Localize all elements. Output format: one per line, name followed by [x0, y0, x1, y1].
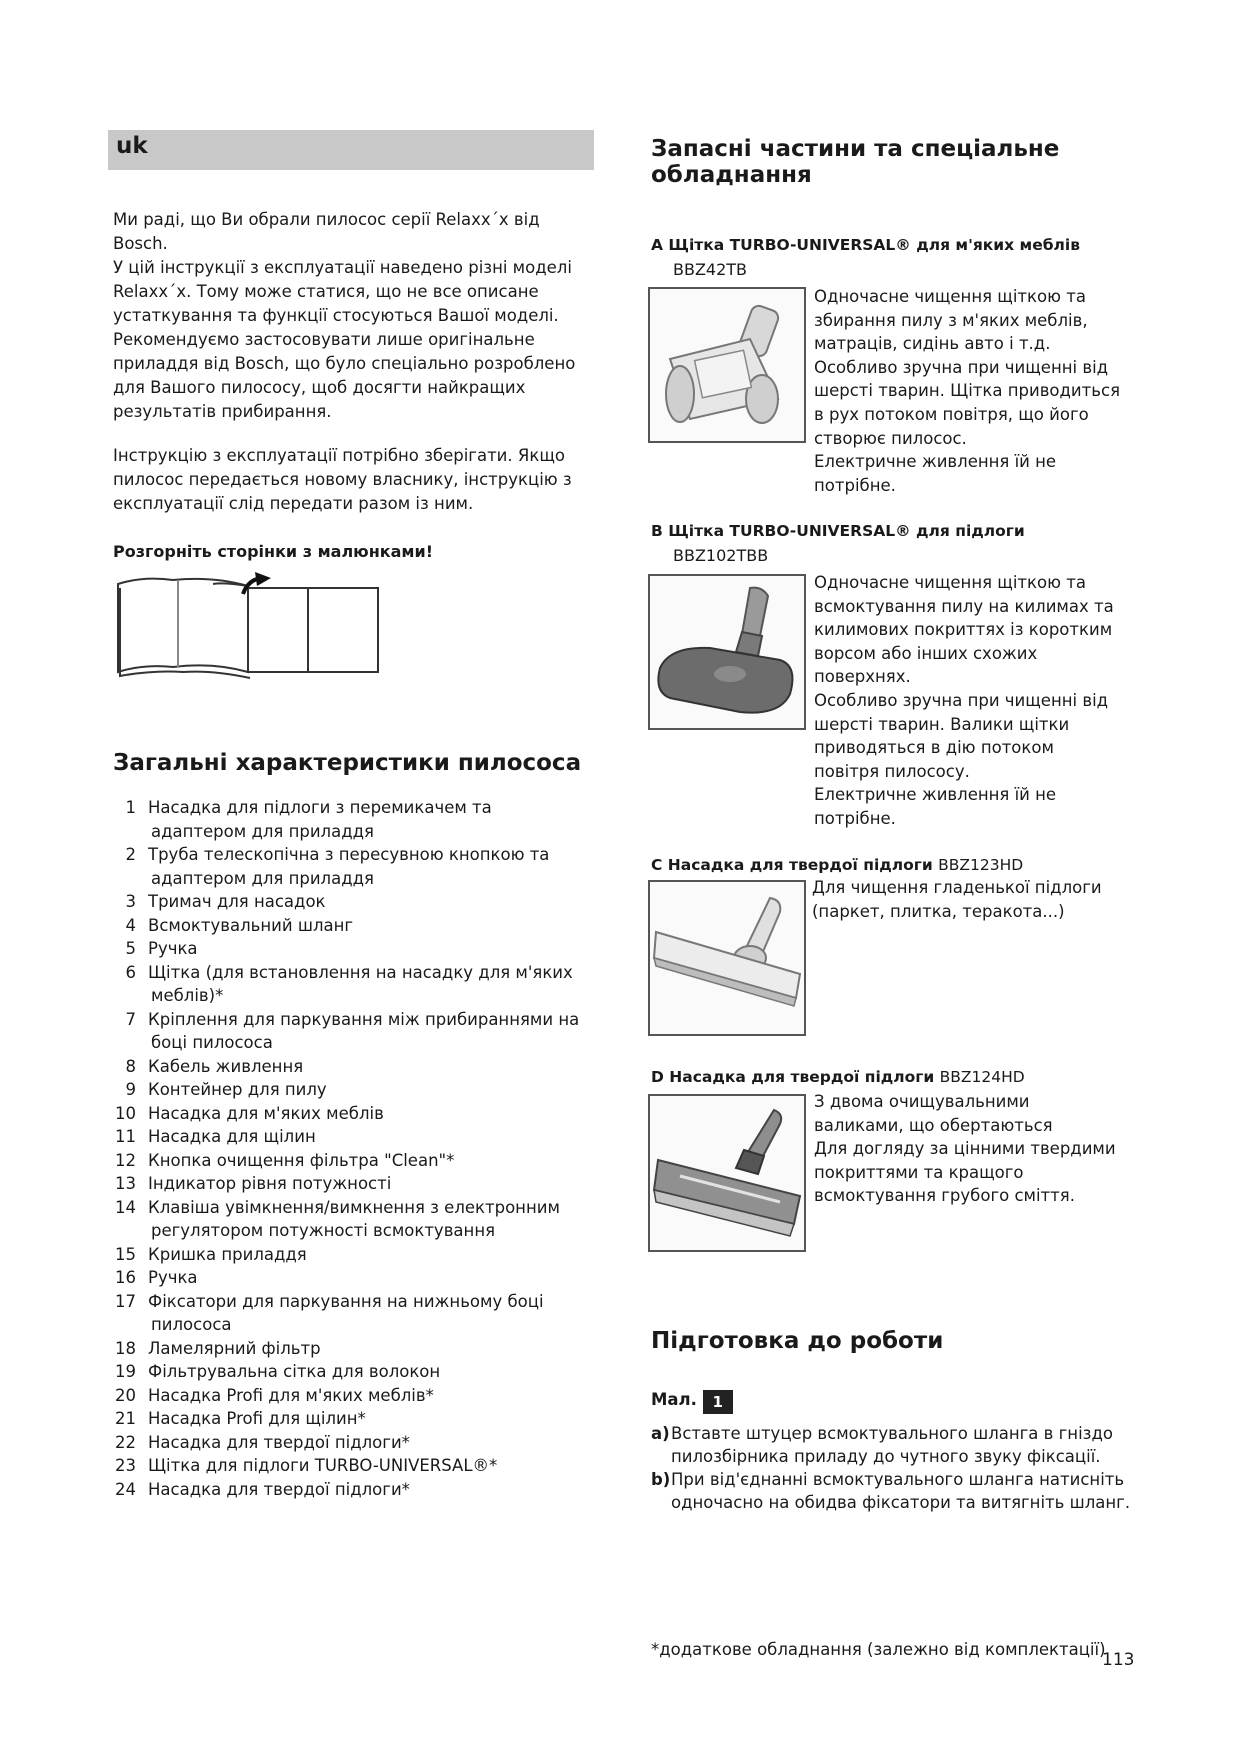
feature-text-line: Тримач для насадок: [148, 892, 326, 911]
feature-item: [110, 1454, 610, 1478]
intro-line: експлуатації слід передати разом із ним.: [113, 494, 474, 513]
accessory-description-line: Для чищення гладенької підлоги: [812, 878, 1102, 897]
feature-number: 1: [125, 798, 136, 817]
figure-reference: [651, 1390, 1151, 1414]
accessory-description-line: потрібне.: [814, 475, 896, 495]
feature-item: [110, 1360, 610, 1384]
feature-text: [136, 914, 610, 938]
feature-text: [136, 1431, 610, 1455]
feature-number: 7: [125, 1009, 136, 1029]
turbo-brush-upholstery-icon: [650, 289, 804, 441]
feature-number: 15: [115, 1244, 136, 1264]
feature-number: 4: [125, 915, 136, 935]
feature-text-line: Кришка приладдя: [148, 1244, 307, 1264]
intro-line: Ми раді, що Ви обрали пилосос серії Relaxx´x від: [113, 210, 540, 229]
accessory-description-line: Особливо зручна при чищенні від: [814, 357, 1109, 377]
feature-text: [136, 1102, 610, 1126]
feature-text-line: Кнопка очищення фільтра "Clean"*: [148, 1150, 455, 1170]
feature-item: [110, 1337, 610, 1361]
step-text: [671, 1422, 1113, 1468]
intro-paragraph-1: [113, 208, 603, 424]
feature-text: [136, 1454, 610, 1478]
accessory-b-title: B Щітка TURBO-UNIVERSAL® для підлоги: [651, 522, 1025, 540]
feature-text: [136, 1078, 610, 1102]
feature-text-line: Щітка (для встановлення на насадку для м'яких: [148, 962, 573, 982]
feature-item: [110, 1102, 610, 1126]
feature-text: [136, 1149, 610, 1173]
intro-line: результатів прибирання.: [113, 402, 332, 421]
feature-text-line: Насадка Profi для м'яких меблів*: [148, 1385, 434, 1405]
feature-text: [136, 1360, 610, 1384]
step-text-line: Вставте штуцер всмоктувального шланга в гніздо: [671, 1424, 1113, 1443]
feature-item: [110, 1125, 610, 1149]
feature-text: [136, 1008, 610, 1055]
footnote: *додаткове обладнання (залежно від комплектації): [651, 1640, 1106, 1659]
language-bar: [108, 130, 594, 170]
accessory-description-line: Електричне живлення їй не: [814, 452, 1057, 472]
feature-text: [136, 937, 610, 961]
intro-line: Рекомендуємо застосовувати лише оригінальне: [113, 330, 535, 349]
step-text-line: пилозбірника приладу до чутного звуку фіксації.: [671, 1447, 1101, 1466]
accessory-description-line: Для догляду за цінними твердими: [814, 1139, 1116, 1159]
feature-text-line: Насадка для твердої підлоги*: [148, 1432, 410, 1452]
accessory-c-title: [651, 856, 1151, 874]
feature-text-line: адаптером для приладдя: [151, 868, 374, 888]
accessory-description-line: Одночасне чищення щіткою та: [814, 573, 1086, 592]
feature-text: [136, 1196, 610, 1243]
feature-text: [136, 890, 610, 914]
feature-item: [110, 1078, 610, 1102]
preparation-heading: Підготовка до роботи: [651, 1328, 944, 1354]
feature-text-line: Ручка: [148, 939, 198, 958]
feature-text-line: Ламелярний фільтр: [148, 1338, 321, 1358]
feature-number: 14: [115, 1197, 136, 1217]
feature-item: [110, 1407, 610, 1431]
feature-text-line: Фіксатори для паркування на нижньому боці: [148, 1291, 544, 1311]
features-heading: Загальні характеристики пилососа: [113, 750, 582, 776]
feature-text-line: Кріплення для паркування між прибираннями на: [148, 1009, 580, 1029]
accessory-description-line: Електричне живлення їй не: [814, 785, 1057, 805]
feature-text-line: адаптером для приладдя: [151, 821, 374, 841]
feature-item: [110, 1266, 610, 1290]
accessory-b-image: [648, 574, 806, 730]
accessory-c-model: BBZ123HD: [938, 856, 1024, 874]
accessory-c-description: [812, 876, 1132, 923]
feature-text-line: Фільтрувальна сітка для волокон: [148, 1362, 441, 1381]
feature-item: [110, 1008, 610, 1055]
step-text-line: одночасно на обидва фіксатори та витягніть шланг.: [671, 1493, 1131, 1512]
feature-item: [110, 1149, 610, 1173]
feature-text: [136, 1055, 610, 1079]
feature-item: [110, 961, 610, 1008]
feature-number: 18: [115, 1338, 136, 1358]
hard-floor-roller-nozzle-icon: [650, 1096, 804, 1250]
feature-item: [110, 937, 610, 961]
page-number: 113: [1102, 1650, 1135, 1670]
feature-text-line: Насадка Profi для щілин*: [148, 1409, 366, 1428]
accessory-description-line: створює пилосос.: [814, 428, 967, 448]
accessory-description-line: ворсом або інших схожих: [814, 643, 1038, 663]
step-label: b): [651, 1470, 671, 1489]
feature-text: [136, 1337, 610, 1361]
feature-number: 5: [125, 939, 136, 958]
accessory-d-title-text: D Насадка для твердої підлоги: [651, 1068, 935, 1086]
turbo-brush-floor-icon: [650, 576, 804, 728]
accessory-description-line: шерсті тварин. Валики щітки: [814, 714, 1070, 734]
accessory-description-line: шерсті тварин. Щітка приводиться: [814, 381, 1120, 401]
accessory-b-model: BBZ102TBB: [673, 546, 769, 565]
feature-text-line: Індикатор рівня потужності: [148, 1174, 392, 1193]
feature-text-line: Насадка для щілин: [148, 1127, 316, 1146]
feature-item: [110, 1384, 610, 1408]
accessory-description-line: Особливо зручна при чищенні від: [814, 690, 1109, 710]
feature-number: 17: [115, 1291, 136, 1311]
feature-number: 24: [115, 1479, 136, 1499]
feature-number: 12: [115, 1150, 136, 1170]
feature-item: [110, 1243, 610, 1267]
feature-number: 8: [125, 1056, 136, 1076]
preparation-step: [651, 1468, 1141, 1514]
spare-parts-heading-line1: Запасні частини та спеціальне: [651, 136, 1060, 162]
feature-text-line: Насадка для твердої підлоги*: [148, 1479, 410, 1499]
feature-text-line: регулятором потужності всмоктування: [151, 1221, 496, 1240]
feature-text-line: Всмоктувальний шланг: [148, 915, 354, 935]
feature-item: [110, 890, 610, 914]
feature-text: [136, 1172, 610, 1196]
accessory-a-model: BBZ42TB: [673, 260, 748, 279]
accessory-description-line: З двома очищувальними: [814, 1092, 1030, 1111]
preparation-step: [651, 1422, 1141, 1468]
feature-number: 20: [115, 1385, 136, 1405]
intro-paragraph-2: [113, 444, 603, 516]
accessory-description-line: всмоктування грубого сміття.: [814, 1186, 1075, 1206]
feature-text-line: Труба телескопічна з пересувною кнопкою та: [148, 845, 550, 864]
accessory-b-description: [814, 571, 1134, 831]
language-tag: uk: [116, 133, 148, 159]
feature-number: 9: [125, 1080, 136, 1099]
intro-line: устаткування та функції стосуються Вашої моделі.: [113, 306, 559, 325]
accessory-description-line: покриттями та кращого: [814, 1162, 1024, 1182]
feature-text-line: меблів)*: [151, 986, 224, 1005]
feature-text: [136, 1125, 610, 1149]
intro-line: для Вашого пилососу, щоб досягти найкращих: [113, 378, 526, 397]
feature-number: 23: [115, 1456, 136, 1475]
figure-number-badge: 1: [703, 1390, 733, 1414]
spare-parts-heading-line2: обладнання: [651, 162, 812, 188]
step-text: [671, 1468, 1130, 1514]
feature-number: 10: [115, 1103, 136, 1123]
intro-line: У цій інструкції з експлуатації наведено різні моделі: [113, 258, 572, 277]
feature-text-line: Кабель живлення: [148, 1056, 304, 1076]
accessory-description-line: потрібне.: [814, 808, 896, 828]
accessory-description-line: в рух потоком повітря, що його: [814, 404, 1089, 424]
accessory-a-image: [648, 287, 806, 443]
accessory-description-line: всмоктування пилу на килимах та: [814, 596, 1114, 616]
feature-text: [136, 1243, 610, 1267]
feature-number: 21: [115, 1409, 136, 1428]
feature-text: [136, 843, 610, 890]
accessory-description-line: килимових покриттях із коротким: [814, 620, 1113, 640]
accessory-description-line: повітря пилососу.: [814, 761, 970, 781]
feature-item: [110, 1431, 610, 1455]
accessory-d-image: [648, 1094, 806, 1252]
feature-item: [110, 843, 610, 890]
feature-text: [136, 961, 610, 1008]
feature-item: [110, 1290, 610, 1337]
feature-item: [110, 1055, 610, 1079]
feature-text-line: Клавіша увімкнення/вимкнення з електронним: [148, 1197, 560, 1217]
intro-line: Relaxx´x. Тому може статися, що не все описане: [113, 282, 539, 301]
step-label: a): [651, 1424, 670, 1443]
feature-text-line: Насадка для м'яких меблів: [148, 1103, 384, 1123]
feature-text: [136, 1407, 610, 1431]
feature-item: [110, 1172, 610, 1196]
accessory-description-line: Одночасне чищення щіткою та: [814, 287, 1086, 306]
spare-parts-heading: [651, 136, 1151, 188]
feature-number: 6: [125, 962, 136, 982]
feature-text-line: Щітка для підлоги TURBO-UNIVERSAL®*: [148, 1456, 498, 1475]
accessory-c-title-text: C Насадка для твердої підлоги: [651, 856, 933, 874]
intro-line: Інструкцію з експлуатації потрібно зберігати. Якщо: [113, 446, 565, 465]
feature-text-line: Насадка для підлоги з перемикачем та: [148, 798, 492, 817]
accessory-description-line: (паркет, плитка, теракота...): [812, 901, 1065, 921]
accessory-d-model: BBZ124HD: [939, 1068, 1025, 1086]
accessory-description-line: приводяться в дію потоком: [814, 738, 1054, 758]
feature-number: 22: [115, 1432, 136, 1452]
accessory-a-description: [814, 285, 1134, 497]
figure-label: Мал.: [651, 1390, 697, 1409]
feature-text: [136, 1478, 610, 1502]
intro-line: Bosch.: [113, 234, 168, 253]
preparation-steps: [651, 1422, 1141, 1514]
accessory-description-line: збирання пилу з м'яких меблів,: [814, 310, 1088, 330]
feature-number: 2: [125, 845, 136, 864]
accessory-description-line: матраців, сидінь авто і т.д.: [814, 334, 1051, 354]
accessory-description-line: валиками, що обертаються: [814, 1115, 1053, 1135]
feature-number: 13: [115, 1174, 136, 1193]
foldout-pages-illustration: [113, 572, 383, 680]
feature-text: [136, 1290, 610, 1337]
features-list: [110, 796, 610, 1501]
accessory-c-image: [648, 880, 806, 1036]
step-text-line: При від'єднанні всмоктувального шланга натисніть: [671, 1470, 1125, 1489]
feature-item: [110, 796, 610, 843]
feature-text-line: боці пилососа: [151, 1033, 273, 1052]
feature-text-line: Ручка: [148, 1268, 198, 1287]
feature-text: [136, 1266, 610, 1290]
feature-item: [110, 1478, 610, 1502]
feature-text-line: пилососа: [151, 1315, 232, 1334]
accessory-description-line: поверхнях.: [814, 667, 911, 687]
feature-number: 19: [115, 1362, 136, 1381]
intro-line: пилосос передається новому власнику, інструкцію з: [113, 470, 572, 489]
feature-text: [136, 1384, 610, 1408]
accessory-d-description: [814, 1090, 1134, 1208]
intro-line: приладдя від Bosch, що було спеціально розроблено: [113, 354, 576, 373]
feature-text-line: Контейнер для пилу: [148, 1080, 327, 1099]
feature-item: [110, 1196, 610, 1243]
accessory-d-title: [651, 1068, 1151, 1086]
feature-number: 11: [115, 1127, 136, 1146]
feature-text: [136, 796, 610, 843]
feature-item: [110, 914, 610, 938]
feature-number: 3: [125, 892, 136, 911]
unfold-note: Розгорніть сторінки з малюнками!: [113, 542, 434, 561]
hard-floor-nozzle-icon: [650, 882, 804, 1034]
accessory-a-title: A Щітка TURBO-UNIVERSAL® для м'яких меблів: [651, 236, 1081, 254]
feature-number: 16: [115, 1268, 136, 1287]
